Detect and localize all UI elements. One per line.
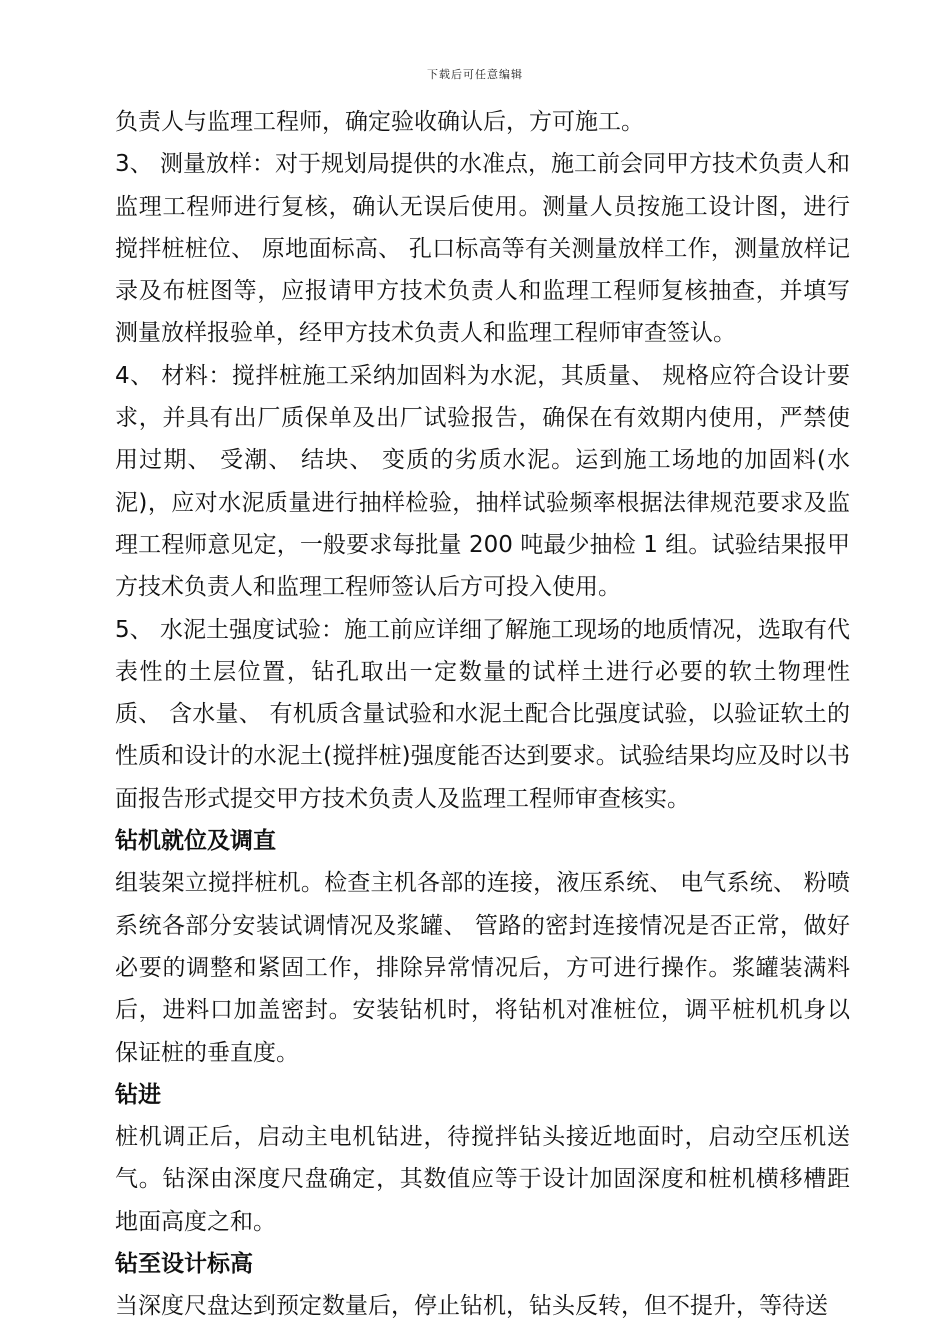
paragraph-drilling: 桩机调正后，启动主电机钻进，待搅拌钻头接近地面时，启动空压机送气。钻深由深度尺盘确定，其数值应等于设计加固深度和桩机横移槽距地面高度之和。	[115, 1124, 850, 1235]
paragraph-survey-layout: 3、 测量放样：对于规划局提供的水准点，施工前会同甲方技术负责人和监理工程师进行复核，确认无误后使用。测量人员按施工设计图，进行搅拌桩桩位、 原地面标高、 孔口标高等有关测量放样工作，测量放样记录及布桩图等，应报请甲方技术负责人和监理工程师复核抽查，并填写测量放样报验单，经甲方技术负责人和监理工程师审查签认。	[115, 151, 850, 347]
paragraph-cement-soil-test: 5、 水泥土强度试验：施工前应详细了解施工现场的地质情况，选取有代表性的土层位置，钻孔取出一定数量的试样土进行必要的软土物理性质、 含水量、 有机质含量试验和水泥土配合比强度试验，以验证软土的性质和设计的水泥土(搅拌桩)强度能否达到要求。试验结果均应及时以书面报告形式提交甲方技术负责人及监理工程师审查核实。	[115, 616, 850, 812]
document-body	[115, 101, 850, 1328]
paragraph-drill-to-design-elevation: 当深度尺盘达到预定数量后，停止钻机，钻头反转，但不提升，等待送	[115, 1293, 828, 1320]
paragraph-rig-positioning: 组装架立搅拌桩机。检查主机各部的连接，液压系统、 电气系统、 粉喷系统各部分安装试调情况及浆罐、 管路的密封连接情况是否正常，做好必要的调整和紧固工作，排除异常情况后，方可进行操作。浆罐装满料后，进料口加盖密封。安装钻机时，将钻机对准桩位，调平桩机机身以保证桩的垂直度。	[115, 870, 850, 1066]
heading-drill-to-design-elevation: 钻至设计标高	[115, 1251, 253, 1278]
heading-drilling: 钻进	[115, 1081, 161, 1108]
heading-rig-positioning: 钻机就位及调直	[115, 828, 276, 855]
paragraph-acceptance: 负责人与监理工程师，确定验收确认后，方可施工。	[115, 109, 644, 135]
page-header-note: 下载后可任意编辑	[427, 68, 523, 81]
paragraph-materials: 4、 材料：搅拌桩施工采纳加固料为水泥，其质量、 规格应符合设计要求，并具有出厂质保单及出厂试验报告，确保在有效期内使用，严禁使用过期、 受潮、 结块、 变质的劣质水泥。运到施工场地的加固料(水泥)，应对水泥质量进行抽样检验，抽样试验频率根据法律规范要求及监理工程师意见定，一般要求每批量 200 吨最少抽检 1 组。试验结果报甲方技术负责人和监理工程师签认后方可投入使用。	[115, 362, 850, 601]
